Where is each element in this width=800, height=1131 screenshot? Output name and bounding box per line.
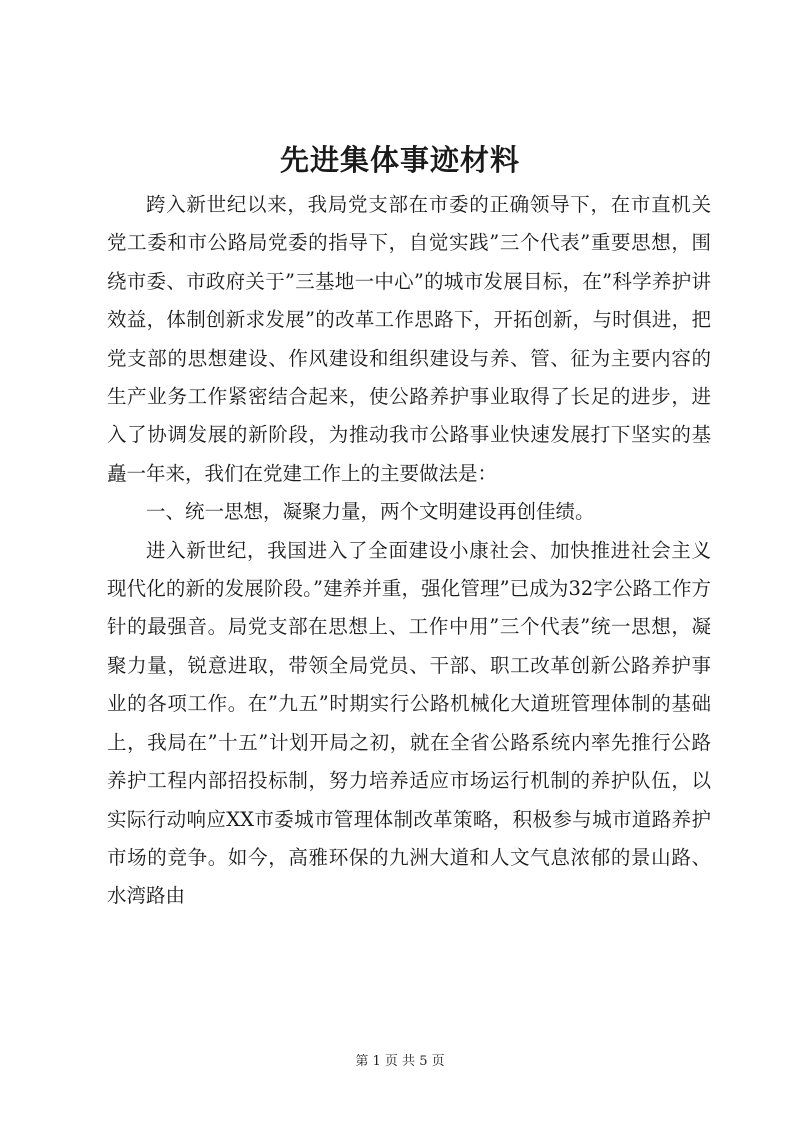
paragraph-section-body: 进入新世纪，我国进入了全面建设小康社会、加快推进社会主义现代化的新的发展阶段。”建养并重，强化管理”已成为32字公路工作方针的最强音。局党支部在思想上、工作中用”三个代表”统一思想，凝聚力量，锐意进取，带领全局党员、干部、职工改革创新公路养护事业的各项工作。在”九五”时期实行公路机械化大道班管理体制的基础上，我局在”十五”计划开局之初，就在全省公路系统内率先推行公路养护工程内部招投标制，努力培养适应市场运行机制的养护队伍，以实际行动响应XX市委城市管理体制改革策略，积极参与城市道路养护市场的竞争。如今，高雅环保的九洲大道和人文气息浓郁的景山路、水湾路由 [107,538,711,908]
paragraph-section-heading: 一、统一思想，凝聚力量，两个文明建设再创佳绩。 [146,500,595,524]
document-title: 先进集体事迹材料 [279,143,520,177]
document-body [107,186,711,916]
paragraph-intro: 跨入新世纪以来，我局党支部在市委的正确领导下，在市直机关党工委和市公路局党委的指导下，自觉实践”三个代表”重要思想，围绕市委、市政府关于”三基地一中心”的城市发展目标，在”科学养护讲效益，体制创新求发展”的改革工作思路下，开拓创新，与时俱进，把党支部的思想建设、作风建设和组织建设与养、管、征为主要内容的生产业务工作紧密结合起来，使公路养护事业取得了长足的进步，进入了协调发展的新阶段，为推动我市公路事业快速发展打下坚实的基矗一年来，我们在党建工作上的主要做法是： [107,193,711,485]
page-footer: 第 1 页 共 5 页 [355,1054,445,1069]
